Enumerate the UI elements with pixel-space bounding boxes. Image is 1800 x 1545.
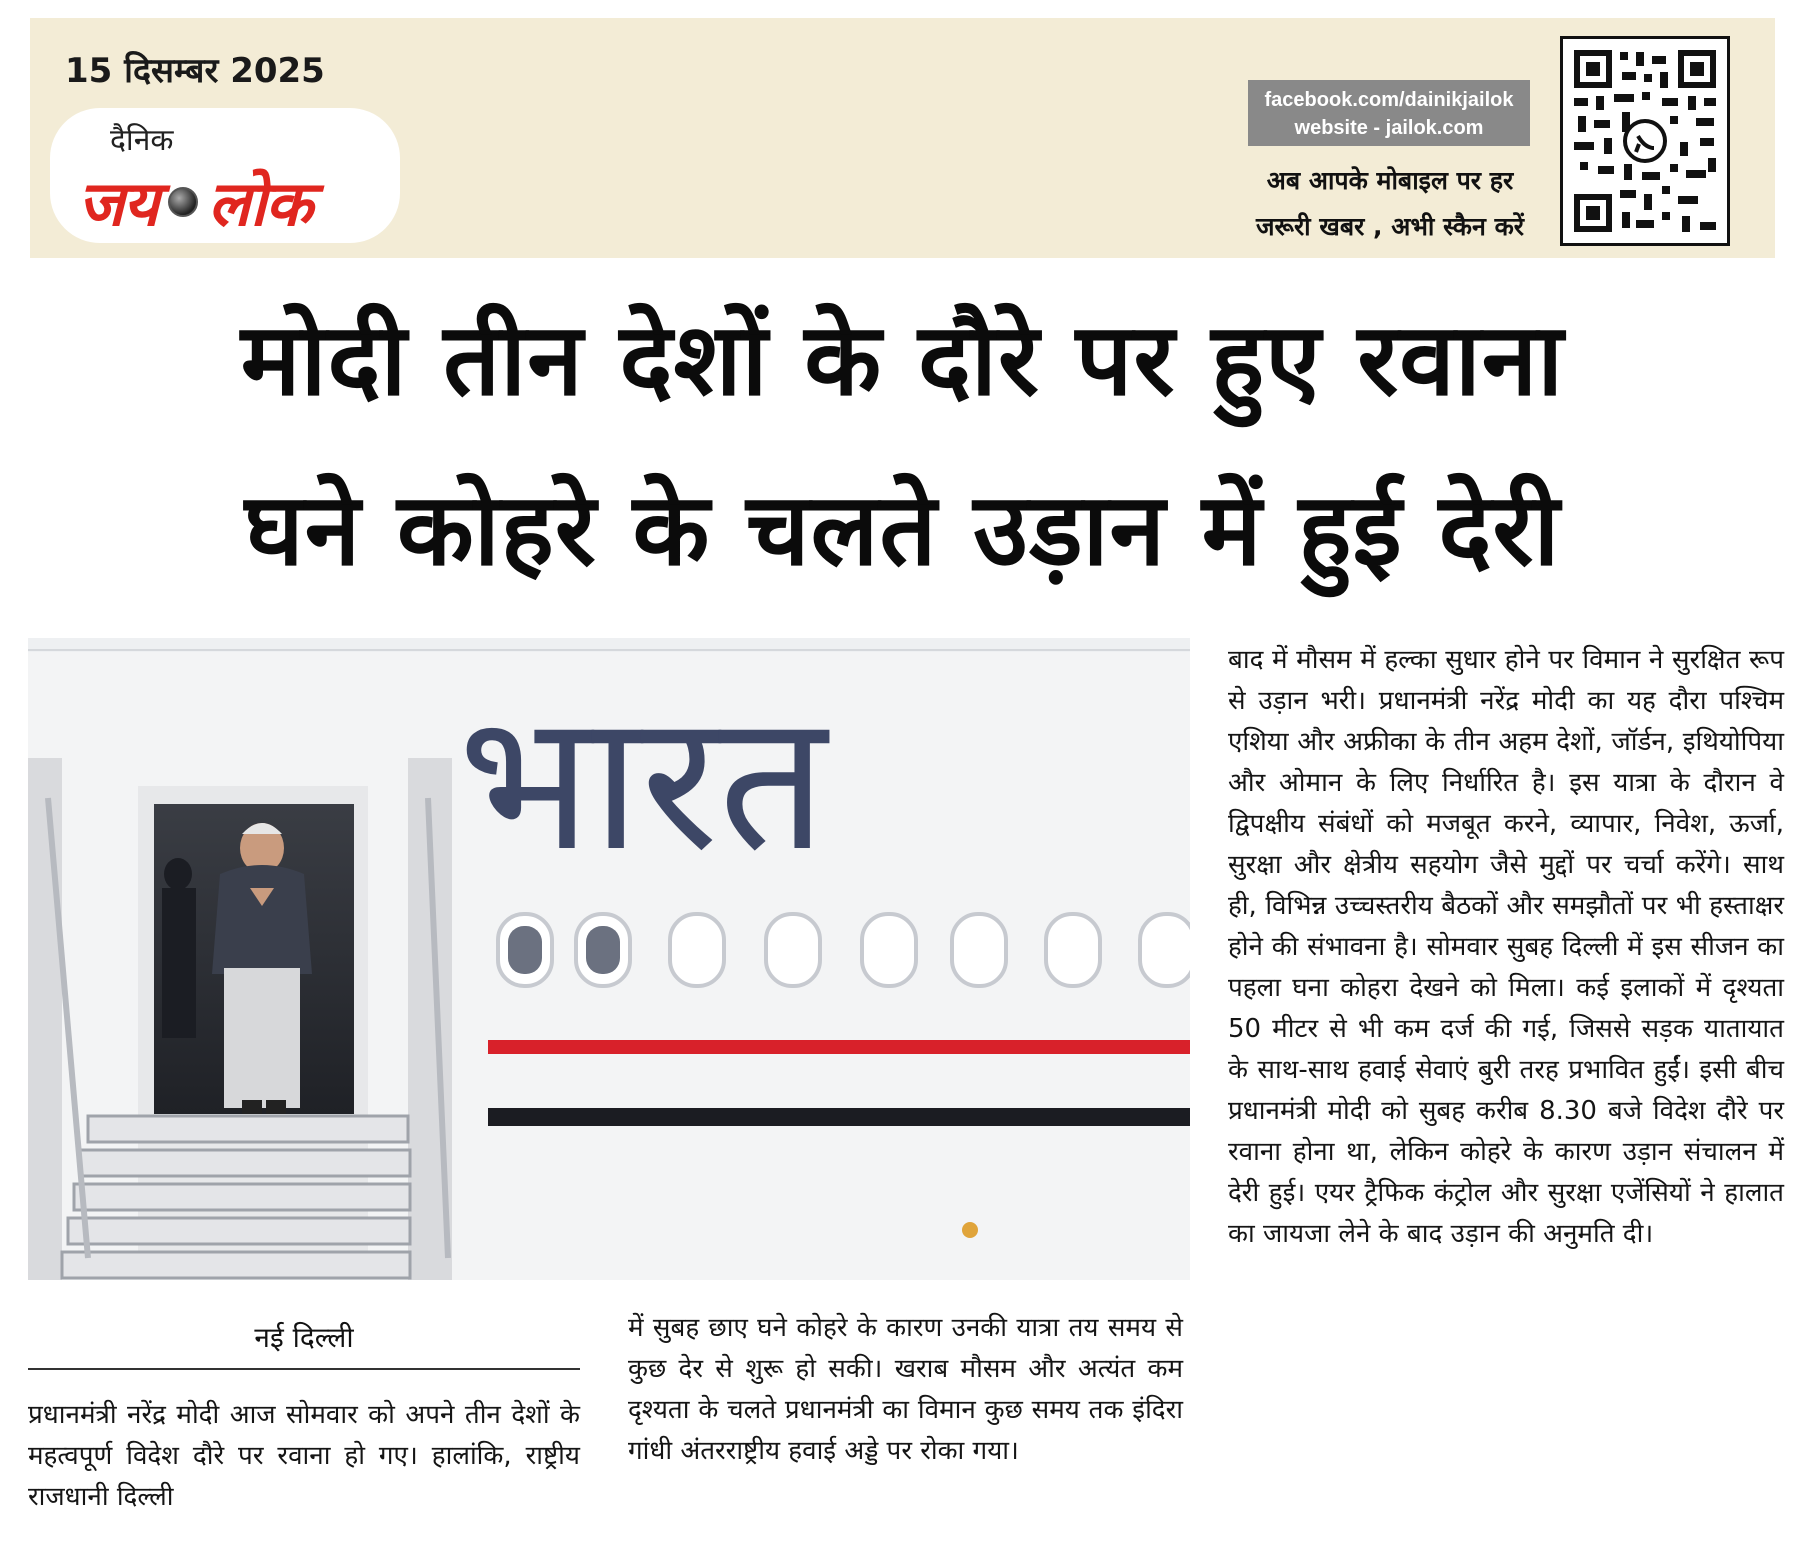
news-photo	[28, 638, 1190, 1280]
logo-small-text: दैनिक	[110, 123, 174, 158]
scan-line-2: जरूरी खबर , अभी स्कैन करें	[1255, 212, 1525, 241]
scan-line-1: अब आपके मोबाइल पर हर	[1266, 166, 1514, 195]
article-column-1: प्रधानमंत्री नरेंद्र मोदी आज सोमवार को अपने तीन देशों के महत्वपूर्ण विदेश दौरे पर रवाना हो गए। हालांकि, राष्ट्रीय राजधानी दिल्ली	[28, 1400, 580, 1512]
facebook-link[interactable]: facebook.com/dainikjailok	[1264, 89, 1514, 111]
logo-word-left: जय	[78, 167, 158, 240]
logo-main-text	[78, 160, 312, 244]
headline-line-2: घने कोहरे के चलते उड़ान में हुई देरी	[244, 471, 1561, 588]
headline	[30, 275, 1775, 615]
logo-word-right: लोक	[207, 167, 312, 240]
scan-prompt	[1230, 158, 1550, 250]
dateline: नई दिल्ली	[28, 1318, 580, 1370]
aircraft-photo-illustration	[28, 638, 1190, 1280]
qr-code-graphic	[1570, 46, 1720, 236]
headline-line-1: मोदी तीन देशों के दौरे पर हुए रवाना	[240, 301, 1565, 418]
article-column-3: बाद में मौसम में हल्का सुधार होने पर विमान ने सुरक्षित रूप से उड़ान भरी। प्रधानमंत्री नरेंद्र मोदी का यह दौरा पश्चिम एशिया और अफ्रीका के तीन अहम देशों, जॉर्डन, इथियोपिया और ओमान के लिए निर्धारित है। इस यात्रा के दौरान वे द्विपक्षीय संबंधों को मजबूत करने, व्यापार, निवेश, ऊर्जा, सुरक्षा और क्षेत्रीय सहयोग जैसे मुद्दों पर चर्चा करेंगे। साथ ही, विभिन्न उच्चस्तरीय बैठकों और समझौतों पर भी हस्ताक्षर होने की संभावना है। सोमवार सुबह दिल्ली में इस सीजन का पहला घना कोहरा देखने को मिला। कई इलाकों में दृश्यता 50 मीटर से भी कम दर्ज की गई, जिससे सड़क यातायात के साथ-साथ हवाई सेवाएं बुरी तरह प्रभावित हुईं। इसी बीच प्रधानमंत्री मोदी को सुबह करीब 8.30 बजे विदेश दौरे पर रवाना होना था, लेकिन कोहरे के कारण उड़ान संचालन में देरी हुई। एयर ट्रैफिक कंट्रोल और सुरक्षा एजेंसियों ने हालात का जायजा लेने के बाद उड़ान की अनुमति दी।	[1228, 645, 1784, 1249]
newspaper-logo[interactable]	[50, 108, 400, 243]
masthead	[30, 18, 1775, 258]
aircraft-lettering: भारत	[458, 672, 827, 893]
article-column-2: में सुबह छाए घने कोहरे के कारण उनकी यात्रा तय समय से कुछ देर से शुरू हो सकी। खराब मौसम और अत्यंत कम दृश्यता के चलते प्रधानमंत्री का विमान कुछ समय तक इंदिरा गांधी अंतरराष्ट्रीय हवाई अड्डे पर रोका गया।	[628, 1313, 1183, 1466]
website-link[interactable]: website - jailok.com	[1294, 117, 1484, 139]
issue-date: 15 दिसम्बर 2025	[65, 51, 325, 91]
qr-code-icon[interactable]	[1560, 36, 1730, 246]
social-links-box	[1248, 80, 1530, 146]
globe-icon	[168, 187, 198, 217]
